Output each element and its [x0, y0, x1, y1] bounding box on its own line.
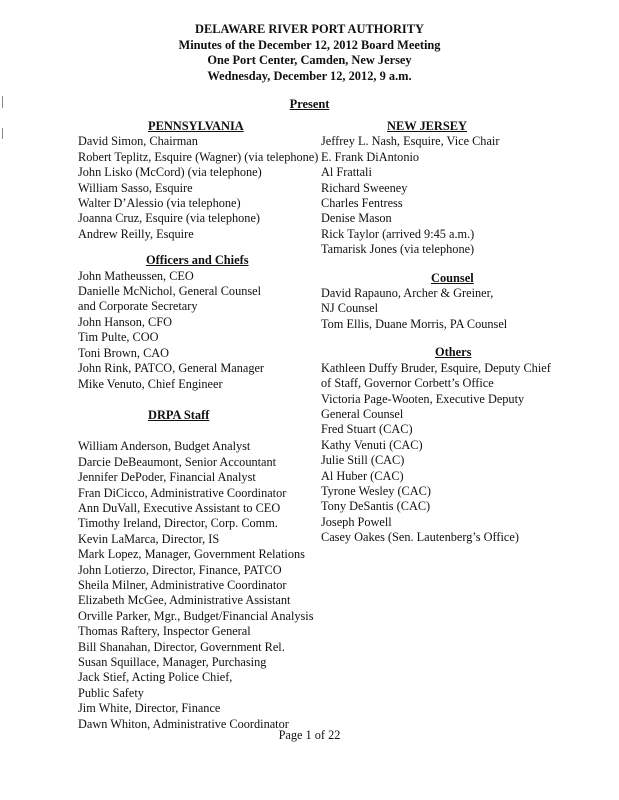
present-heading: Present: [289, 97, 330, 111]
attendee-line: Walter D’Alessio (via telephone): [78, 196, 241, 211]
document-title: Minutes of the December 12, 2012 Board Meeting: [178, 37, 441, 52]
margin-scan-mark: [2, 96, 3, 108]
attendee-line: Kathleen Duffy Bruder, Esquire, Deputy Chief: [321, 360, 551, 375]
attendee-line: Al Huber (CAC): [321, 468, 404, 483]
attendee-line: Al Frattali: [321, 165, 372, 180]
others-section: [321, 345, 619, 545]
attendee-line: John Rink, PATCO, General Manager: [78, 361, 265, 376]
attendee-line: David Rapauno, Archer & Greiner,: [321, 286, 494, 301]
attendee-line: Jack Stief, Acting Police Chief,: [78, 670, 233, 685]
attendee-line: Tamarisk Jones (via telephone): [321, 242, 475, 257]
attendee-line: Tim Pulte, COO: [78, 330, 159, 345]
attendee-line: Denise Mason: [321, 211, 392, 226]
pennsylvania-heading: PENNSYLVANIA: [148, 119, 244, 133]
pennsylvania-list: [78, 134, 328, 242]
officers-list: [78, 269, 328, 392]
attendee-line: Richard Sweeney: [321, 180, 408, 195]
attendee-line: Victoria Page-Wooten, Executive Deputy: [321, 391, 525, 406]
page-number: Page 1 of 22: [278, 728, 341, 742]
counsel-list: [321, 286, 619, 332]
attendee-line: John Hanson, CFO: [78, 314, 172, 329]
new-jersey-list: [321, 134, 619, 257]
attendee-line: Danielle McNichol, General Counsel: [78, 284, 262, 299]
attendee-line: Orville Parker, Mgr., Budget/Financial Analysis: [78, 608, 314, 623]
attendee-line: Casey Oakes (Sen. Lautenberg’s Office): [321, 530, 519, 545]
attendee-line: Thomas Raftery, Inspector General: [78, 624, 251, 639]
pennsylvania-section: [78, 119, 328, 242]
others-heading: Others: [435, 345, 472, 360]
attendee-line: Mike Venuto, Chief Engineer: [78, 376, 223, 391]
right-column: [321, 119, 619, 546]
attendee-line: Rick Taylor (arrived 9:45 a.m.): [321, 226, 475, 241]
staff-list: [78, 439, 328, 732]
officers-heading: Officers and Chiefs: [146, 253, 249, 268]
attendee-line: Fred Stuart (CAC): [321, 422, 413, 437]
officers-section: [78, 253, 328, 392]
attendee-line: Tyrone Wesley (CAC): [321, 483, 431, 498]
new-jersey-section: [321, 119, 619, 258]
attendee-line: William Anderson, Budget Analyst: [78, 439, 251, 454]
staff-section: [78, 408, 328, 732]
attendee-line: Jennifer DePoder, Financial Analyst: [78, 470, 256, 485]
meeting-date: Wednesday, December 12, 2012, 9 a.m.: [207, 68, 412, 83]
attendee-line: William Sasso, Esquire: [78, 180, 193, 195]
attendee-line: Elizabeth McGee, Administrative Assistant: [78, 593, 291, 608]
counsel-heading: Counsel: [431, 270, 474, 285]
attendee-line: Joanna Cruz, Esquire (via telephone): [78, 211, 260, 226]
attendee-line: Kathy Venuti (CAC): [321, 437, 423, 452]
attendee-line: David Simon, Chairman: [78, 134, 198, 149]
attendee-line: Timothy Ireland, Director, Corp. Comm.: [78, 516, 278, 531]
attendee-line: Tony DeSantis (CAC): [321, 499, 431, 514]
attendee-line: and Corporate Secretary: [78, 299, 198, 314]
attendee-line: Toni Brown, CAO: [78, 345, 170, 360]
document-header: [0, 22, 619, 84]
attendee-line: Sheila Milner, Administrative Coordinator: [78, 577, 287, 592]
attendee-line: Darcie DeBeaumont, Senior Accountant: [78, 454, 277, 469]
attendee-line: of Staff, Governor Corbett’s Office: [321, 376, 494, 391]
attendee-line: Mark Lopez, Manager, Government Relations: [78, 547, 305, 562]
attendee-line: Andrew Reilly, Esquire: [78, 226, 194, 241]
attendee-line: Joseph Powell: [321, 514, 392, 529]
attendee-line: E. Frank DiAntonio: [321, 149, 420, 164]
attendee-line: Charles Fentress: [321, 196, 403, 211]
attendee-line: Susan Squillace, Manager, Purchasing: [78, 655, 267, 669]
new-jersey-heading: NEW JERSEY: [387, 119, 467, 133]
attendee-line: Robert Teplitz, Esquire (Wagner) (via telephone): [78, 149, 319, 164]
organization-name: DELAWARE RIVER PORT AUTHORITY: [195, 22, 424, 36]
attendee-line: Bill Shanahan, Director, Government Rel.: [78, 639, 285, 654]
attendee-line: Jim White, Director, Finance: [78, 701, 221, 716]
staff-heading: DRPA Staff: [148, 407, 210, 422]
attendee-line: Tom Ellis, Duane Morris, PA Counsel: [321, 316, 508, 331]
attendee-line: John Lotierzo, Director, Finance, PATCO: [78, 562, 282, 577]
attendee-line: Fran DiCicco, Administrative Coordinator: [78, 485, 287, 500]
attendee-line: Public Safety: [78, 685, 144, 700]
attendee-line: John Lisko (McCord) (via telephone): [78, 165, 262, 180]
attendee-line: General Counsel: [321, 406, 404, 421]
attendee-line: Kevin LaMarca, Director, IS: [78, 531, 220, 546]
meeting-location: One Port Center, Camden, New Jersey: [207, 53, 412, 67]
left-column: [78, 119, 328, 732]
attendee-line: Ann DuVall, Executive Assistant to CEO: [78, 500, 281, 515]
margin-scan-mark: [2, 128, 3, 139]
attendee-line: Jeffrey L. Nash, Esquire, Vice Chair: [321, 134, 500, 149]
attendee-line: NJ Counsel: [321, 301, 379, 316]
counsel-section: [321, 271, 619, 333]
others-list: [321, 361, 619, 546]
attendee-line: John Matheussen, CEO: [78, 268, 194, 283]
attendee-line: Dawn Whiton, Administrative Coordinator: [78, 716, 289, 731]
attendee-line: Julie Still (CAC): [321, 453, 405, 468]
